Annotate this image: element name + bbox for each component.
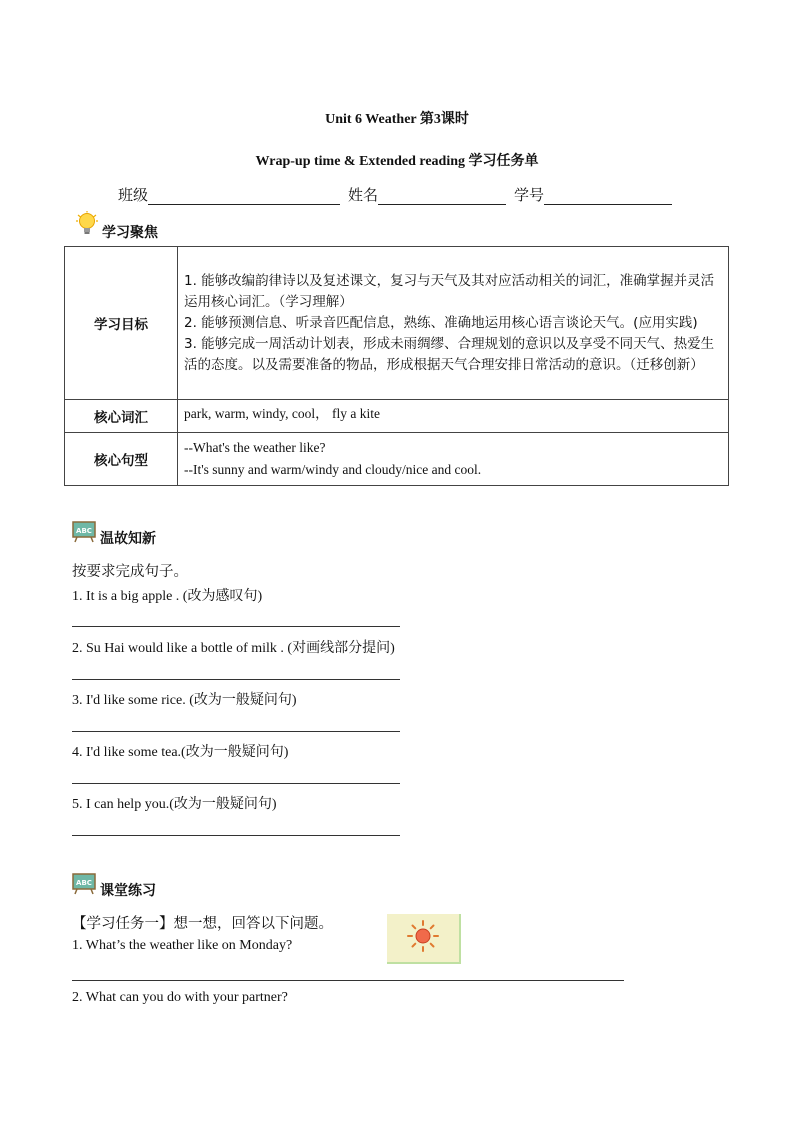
vocab-row (65, 400, 729, 433)
review-heading (72, 520, 156, 548)
weather-picture (387, 914, 461, 964)
svg-text:ABC: ABC (76, 879, 92, 887)
review-question-5: 5. I can help you.(改为一般疑问句) (72, 797, 277, 812)
review-question-3: 3. I'd like some rice. (改为一般疑问句) (72, 693, 297, 708)
task-one-label: 【学习任务一】想一想，回答以下问题。 (72, 916, 333, 932)
practice-heading (72, 872, 156, 900)
answer-line-5[interactable] (72, 835, 400, 836)
pattern-1: --What's the weather like? (184, 440, 326, 455)
svg-text:ABC: ABC (76, 527, 92, 535)
focus-heading-text: 学习聚焦 (102, 225, 158, 241)
practice-answer-line-1[interactable] (72, 980, 624, 981)
practice-question-2: 2. What can you do with your partner? (72, 990, 288, 1005)
name-label: 姓名 (348, 186, 379, 204)
practice-heading-text: 课堂练习 (100, 883, 156, 899)
student-info-row (118, 184, 680, 205)
review-question-1: 1. It is a big apple . (改为感叹句) (72, 589, 263, 604)
practice-question-1: 1. What’s the weather like on Monday? (72, 938, 293, 953)
goals-label: 学习目标 (65, 247, 178, 400)
focus-table (64, 246, 729, 486)
name-field[interactable] (378, 188, 506, 205)
pattern-2: --It's sunny and warm/windy and cloudy/nice and cool. (184, 462, 482, 477)
review-question-2: 2. Su Hai would like a bottle of milk . (对画线部分提问) (72, 641, 395, 656)
goal-2: 2. 能够预测信息、听录音匹配信息，熟练、准确地运用核心语言谈论天气。(应用实践) (184, 314, 698, 331)
blackboard-icon (72, 521, 96, 547)
answer-line-1[interactable] (72, 626, 400, 627)
id-label: 学号 (514, 186, 545, 204)
id-field[interactable] (544, 188, 672, 205)
review-heading-text: 温故知新 (100, 531, 156, 547)
goal-1: 1. 能够改编韵律诗以及复述课文，复习与天气及其对应活动相关的词汇，准确掌握并灵活运用核心词汇。（学习理解） (184, 272, 715, 310)
review-question-4: 4. I'd like some tea.(改为一般疑问句) (72, 745, 289, 760)
answer-line-3[interactable] (72, 731, 400, 732)
class-label: 班级 (118, 186, 149, 204)
pattern-cell (178, 433, 729, 486)
class-field[interactable] (148, 188, 340, 205)
sun-icon (406, 919, 440, 957)
blackboard-icon (72, 873, 96, 899)
goals-cell (178, 247, 729, 400)
lightbulb-icon (76, 211, 98, 241)
pattern-row (65, 433, 729, 486)
goals-row (65, 247, 729, 400)
page-title: Unit 6 Weather 第3课时 (325, 112, 469, 127)
focus-heading (76, 210, 158, 242)
goal-3: 3. 能够完成一周活动计划表，形成未雨绸缪、合理规划的意识以及享受不同天气、热爱生活的态度。以及需要准备的物品，形成根据天气合理安排日常活动的意识。（迁移创新） (184, 335, 715, 373)
page-subtitle: Wrap-up time & Extended reading 学习任务单 (255, 154, 539, 169)
answer-line-4[interactable] (72, 783, 400, 784)
pattern-label: 核心句型 (65, 433, 178, 486)
review-intro: 按要求完成句子。 (72, 564, 188, 580)
vocab-cell: park, warm, windy, cool， fly a kite (178, 400, 729, 433)
vocab-label: 核心词汇 (65, 400, 178, 433)
answer-line-2[interactable] (72, 679, 400, 680)
